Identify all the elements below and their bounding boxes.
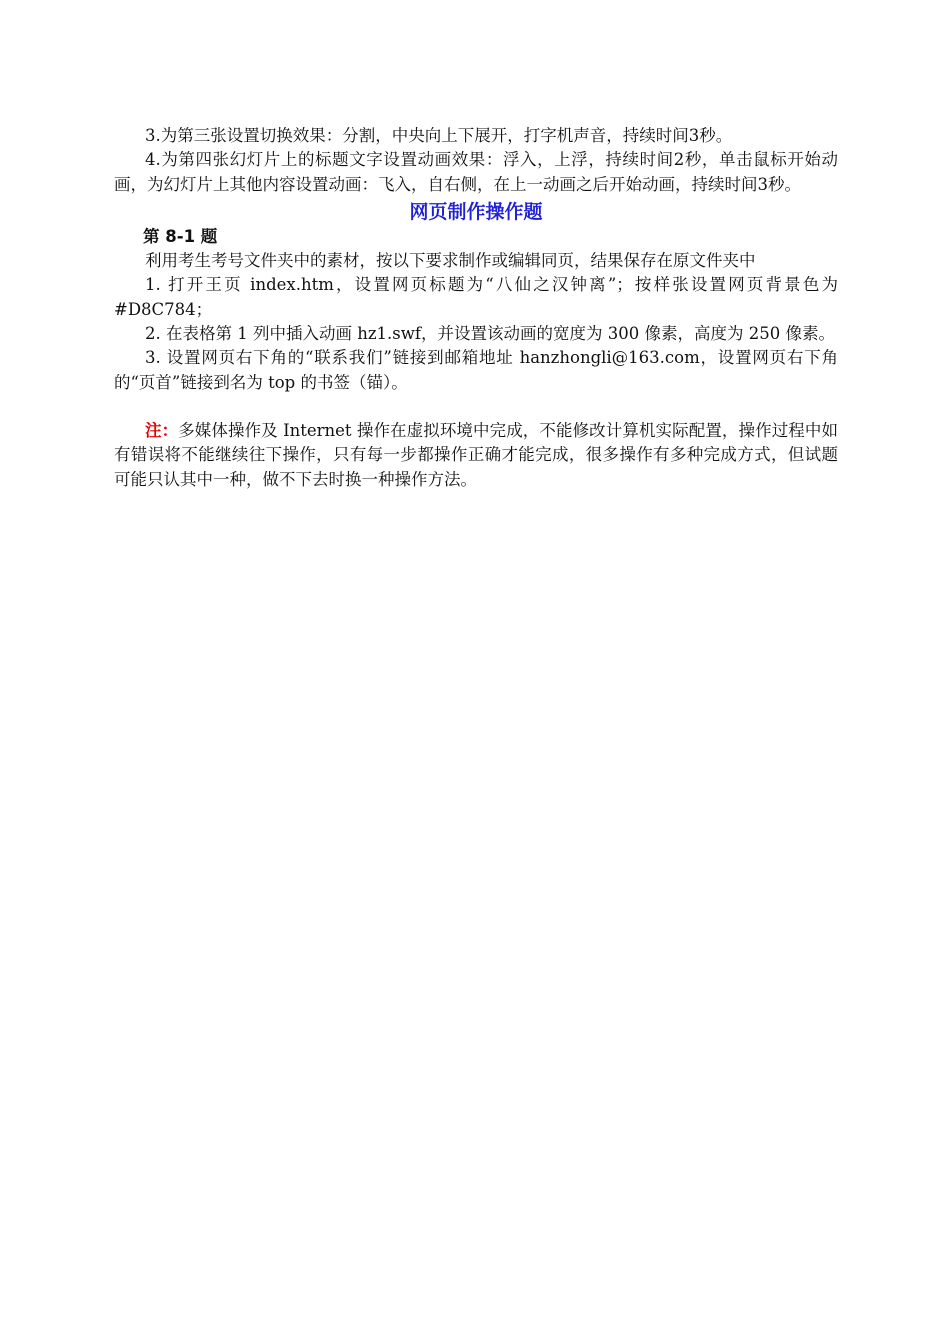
web-item-2: 2. 在表格第 1 列中插入动画 hz1.swf，并设置该动画的宽度为 300 像素，高度为 250 像素。 xyxy=(145,324,835,344)
web-item-3: 3. 设置网页右下角的“联系我们”链接到邮箱地址 hanzhongli@163.com，设置网页右下角的“页首”链接到名为 top 的书签（锚）。 xyxy=(114,348,838,392)
note-text: 多媒体操作及 Internet 操作在虚拟环境中完成，不能修改计算机实际配置，操作过程中如有错误将不能继续往下操作，只有每一步都操作正确才能完成，很多操作有多种完成方式，但试题可能只认其中一种，做不下去时换一种操作方法。 xyxy=(114,420,838,489)
question-title: 第 8-1 题 xyxy=(143,226,218,246)
ppt-item-4: 4.为第四张幻灯片上的标题文字设置动画效果：浮入，上浮，持续时间2秒，单击鼠标开始动画，为幻灯片上其他内容设置动画：飞入，自右侧，在上一动画之后开始动画，持续时间3秒。 xyxy=(114,150,838,194)
section-title: 网页制作操作题 xyxy=(409,200,543,223)
blank-line xyxy=(114,395,838,419)
web-item-1: 1. 打开王页 index.htm，设置网页标题为“八仙之汉钟离”；按样张设置网页背景色为#D8C784； xyxy=(114,275,838,319)
note-label: 注： xyxy=(145,420,179,440)
document-body xyxy=(114,124,838,492)
question-intro: 利用考生考号文件夹中的素材，按以下要求制作或编辑同页，结果保存在原文件夹中 xyxy=(145,251,756,271)
ppt-item-3: 3.为第三张设置切换效果：分割，中央向上下展开，打字机声音，持续时间3秒。 xyxy=(145,126,733,145)
note-paragraph xyxy=(114,419,838,492)
